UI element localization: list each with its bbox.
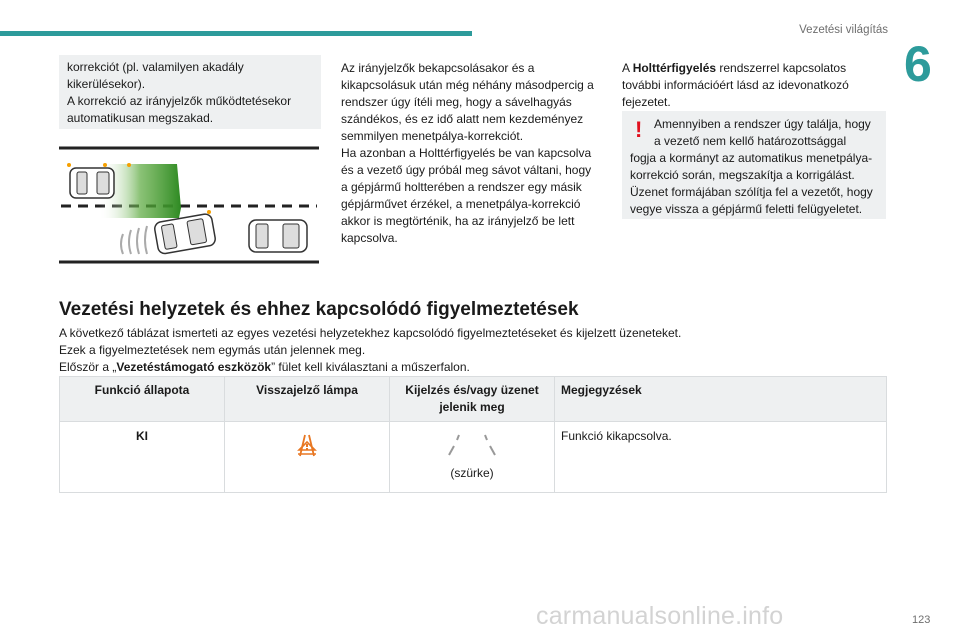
blind-spot-reference <box>622 60 884 111</box>
box-line-3: A korrekció az irányjelzők működtetésekor <box>67 94 292 108</box>
section-intro <box>59 325 889 376</box>
section-heading: Vezetési helyzetek és ehhez kapcsolódó figyelmeztetések <box>59 299 579 320</box>
header-comments: Megjegyzések <box>555 377 887 422</box>
box-line-2: kikerülésekor). <box>67 77 146 91</box>
exclamation-icon: ! <box>635 117 643 142</box>
cell-lamp <box>225 422 390 493</box>
table-row <box>60 422 887 493</box>
header-function-state: Funkció állapota <box>60 377 225 422</box>
lane-assist-warning-icon <box>294 432 320 463</box>
chapter-number: 6 <box>904 36 932 92</box>
watermark: carmanualsonline.info <box>536 602 784 630</box>
cell-state: KI <box>60 422 225 493</box>
continued-text-box <box>59 55 321 129</box>
reference-bold-term: Holttérfigyelés <box>632 61 717 75</box>
box-line-4: automatikusan megszakad. <box>67 111 214 125</box>
table-header-row <box>60 377 887 422</box>
warnings-table <box>59 376 887 493</box>
intro-line-1: A következő táblázat ismerteti az egyes vezetési helyzetekhez kapcsolódó figyelmeztetéseket és kijelzett üzeneteket. <box>59 326 682 340</box>
top-accent-bar <box>0 31 472 36</box>
warning-text-first: Amennyiben a rendszer úgy találja, hogy a vezető nem kellő határozottsággal <box>654 117 871 148</box>
box-line-1: korrekciót (pl. valamilyen akadály <box>67 60 244 74</box>
intro-3-prefix: Először a „ <box>59 360 117 374</box>
warning-text-rest: fogja a kormányt az automatikus menetpálya-korrekció során, megszakítja a korrigálást. Üzenet formájában szólítja fel a vezetőt, hogy vegye vissza a gépjármű feletti felügyeletet. <box>630 151 873 216</box>
section-title: Vezetési világítás <box>799 24 888 36</box>
lane-change-illustration <box>59 146 319 264</box>
warning-box <box>622 111 886 219</box>
right-text-column <box>622 60 884 111</box>
middle-text-column <box>341 60 597 247</box>
intro-line-2: Ezek a figyelmeztetések nem egymás után jelennek meg. <box>59 343 366 357</box>
intro-line-3 <box>59 359 889 376</box>
intro-3-bold: Vezetéstámogató eszközök <box>116 360 272 374</box>
display-color-note: (szürke) <box>450 466 494 480</box>
lane-markings-icon <box>396 434 548 461</box>
middle-paragraph-2: Ha azonban a Holttérfigyelés be van kapcsolva és a vezető úgy próbál meg sávot váltani, hogy a gépjármű holtterében a rendszer egy másik gépjárművet érzékel, a menetpálya-korrekció akkor is megtörténik, ha az irányjelző be lett kapcsolva. <box>341 146 592 245</box>
intro-3-suffix: ” fület kell kiválasztani a műszerfalon. <box>271 360 470 374</box>
cell-comment: Funkció kikapcsolva. <box>555 422 887 493</box>
header-display-message: Kijelzés és/vagy üzenet jelenik meg <box>390 377 555 422</box>
reference-suffix: rendszerrel kapcsolatos további információért lásd az idevonatkozó fejezetet. <box>622 61 849 109</box>
header-indicator-lamp: Visszajelző lámpa <box>225 377 390 422</box>
reference-prefix: A <box>622 61 633 75</box>
middle-paragraph-1: Az irányjelzők bekapcsolásakor és a kikapcsolásuk után még néhány másodpercig a rendszer úgy ítéli meg, hogy a sávelhagyás szándékos, és ez idő alatt nem kezdeményez semmilyen menetpálya-korrekciót. <box>341 61 594 143</box>
cell-display <box>390 422 555 493</box>
page-number: 123 <box>912 614 931 626</box>
